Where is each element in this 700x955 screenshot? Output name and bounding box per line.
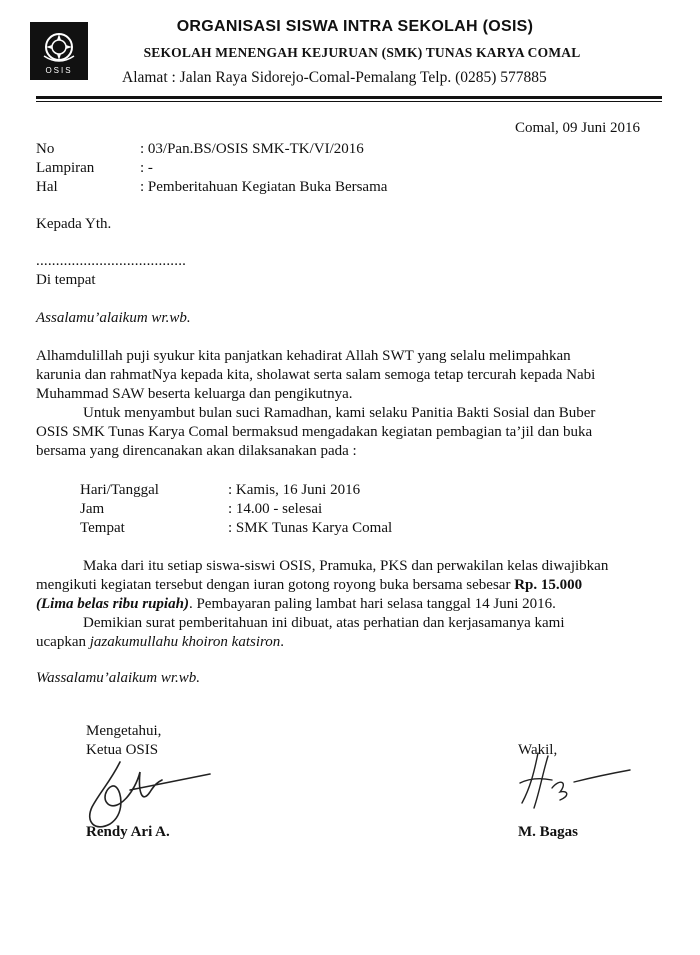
org-name: ORGANISASI SISWA INTRA SEKOLAH (OSIS) — [176, 18, 534, 35]
para4-line1: Demikian surat pemberitahuan ini dibuat, atas perhatian dan kerjasamanya kami — [83, 615, 565, 631]
recipient-place: Di tempat — [36, 272, 96, 288]
meta-hal-value: : Pemberitahuan Kegiatan Buka Bersama — [140, 179, 388, 195]
schedule-place-value: : SMK Tunas Karya Comal — [228, 520, 393, 536]
left-acknowledge: Mengetahui, — [86, 723, 162, 739]
meta-no-value: : 03/Pan.BS/OSIS SMK-TK/VI/2016 — [140, 141, 364, 157]
school-address: Alamat : Jalan Raya Sidorejo-Comal-Pemalang Telp. (0285) 577885 — [122, 69, 547, 86]
para4-line2-text: ucapkan — [36, 634, 90, 650]
para3-line2 — [36, 576, 664, 595]
opening-salutation: Assalamu’alaikum wr.wb. — [36, 310, 191, 326]
fee-amount: Rp. 15.000 — [514, 577, 583, 593]
schedule-time-label: Jam — [80, 501, 105, 517]
para3-line3 — [36, 595, 556, 614]
meta-hal-label: Hal — [36, 179, 58, 195]
para3-line2-text: mengikuti kegiatan tersebut dengan iuran gotong royong buka bersama sebesar — [36, 577, 515, 593]
meta-lampiran-value: : - — [140, 160, 153, 176]
right-title: Wakil, — [518, 742, 558, 758]
para4-line2 — [36, 633, 284, 652]
para2-line1: Untuk menyambut bulan suci Ramadhan, kami selaku Panitia Bakti Sosial dan Buber — [83, 405, 596, 421]
para4-line2-end: . — [280, 634, 285, 650]
para1-line1: Alhamdulillah puji syukur kita panjatkan kehadirat Allah SWT yang selalu melimpahkan — [36, 348, 571, 364]
letter-date: Comal, 09 Juni 2016 — [515, 120, 641, 136]
closing-prayer: jazakumullahu khoiron katsiron — [89, 634, 281, 650]
right-signature-icon — [490, 748, 640, 818]
para1-line3: Muhammad SAW beserta keluarga dan pengikutnya. — [36, 386, 353, 402]
osis-logo — [30, 22, 88, 80]
fee-amount-words: (Lima belas ribu rupiah) — [36, 596, 189, 612]
logo-text: OSIS — [45, 66, 73, 75]
meta-no-label: No — [36, 141, 55, 157]
schedule-time-value: : 14.00 - selesai — [228, 501, 323, 517]
para2-line3: bersama yang direncanakan akan dilaksanakan pada : — [36, 443, 357, 459]
schedule-place-label: Tempat — [80, 520, 125, 536]
meta-lampiran-label: Lampiran — [36, 160, 95, 176]
right-signatory-name: M. Bagas — [518, 824, 578, 840]
para1-line2: karunia dan rahmatNya kepada kita, sholawat serta salam semoga tetap tercurah kepada Nabi — [36, 367, 596, 383]
para2-line2: OSIS SMK Tunas Karya Comal bermaksud mengadakan kegiatan pembagian ta’jil dan buka — [36, 424, 593, 440]
header-rule-thick — [36, 96, 662, 99]
recipient-greeting: Kepada Yth. — [36, 216, 112, 232]
header-rule-thin — [36, 101, 662, 102]
left-title: Ketua OSIS — [86, 742, 159, 758]
para3-line3-rest: . Pembayaran paling lambat hari selasa tanggal 14 Juni 2016. — [188, 596, 556, 612]
schedule-day-value: : Kamis, 16 Juni 2016 — [228, 482, 361, 498]
para3-line1: Maka dari itu setiap siswa-siswi OSIS, Pramuka, PKS dan perwakilan kelas diwajibkan — [83, 558, 609, 574]
recipient-dots: ...................................... — [36, 253, 187, 269]
left-signatory-name: Rendy Ari A. — [86, 824, 170, 840]
closing-salutation: Wassalamu’alaikum wr.wb. — [36, 670, 201, 686]
schedule-day-label: Hari/Tanggal — [80, 482, 159, 498]
school-name: SEKOLAH MENENGAH KEJURUAN (SMK) TUNAS KARYA COMAL — [143, 45, 581, 60]
